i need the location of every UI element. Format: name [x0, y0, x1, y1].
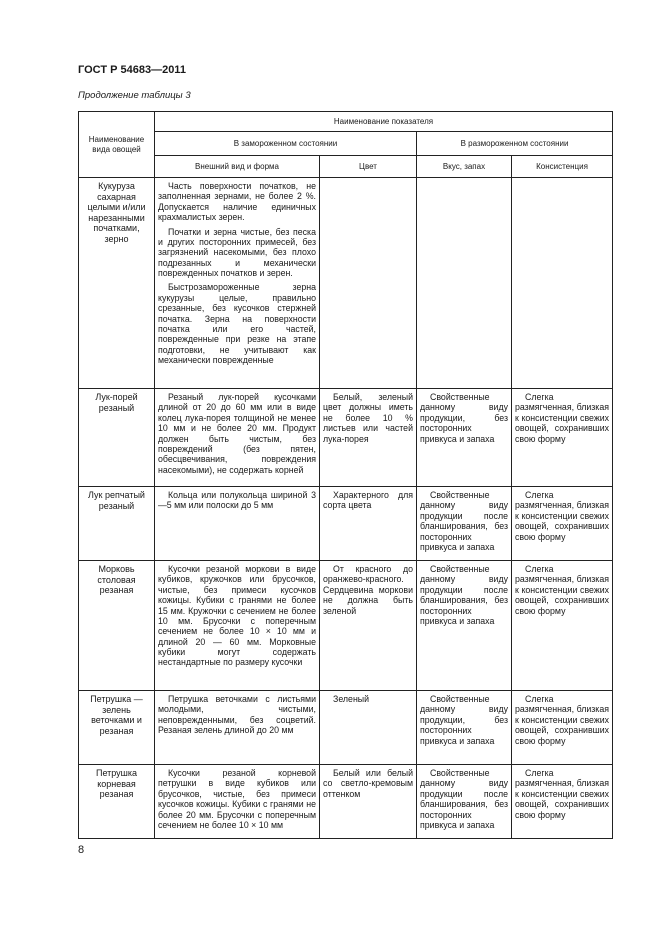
appearance-paragraph: Кусочки резаной корневой петрушки в виде кубиков или брусочков, чистые, без примеси кусочков кожицы. Кубики с гранями не более 20 мм. Брусочки с поперечным сечением не более 10 × 10 мм — [158, 768, 316, 830]
table-row — [79, 765, 613, 839]
row-taste-smell — [417, 178, 512, 389]
row-appearance — [155, 765, 320, 839]
row-taste-smell: Свойственные данному виду продукции после бланширования, без посторонних привкуса и запаха — [417, 765, 512, 839]
header-thawed-state: В размороженном состоянии — [417, 132, 613, 156]
row-consistency — [512, 178, 613, 389]
header-appearance: Внешний вид и форма — [155, 156, 320, 178]
header-indicator-name: Наименование показателя — [155, 112, 613, 132]
row-color: Зеленый — [320, 691, 417, 765]
row-taste-smell: Свойственные данному виду продукции, без посторонних привкуса и запаха — [417, 389, 512, 487]
row-vegetable-name: Лук-порей резаный — [79, 389, 155, 487]
appearance-paragraph: Початки и зерна чистые, без песка и других посторонних примесей, без загрязнений насекомыми, без плохо подрезанных и механически поврежденных початков и зерен. — [158, 226, 316, 278]
table-row — [79, 389, 613, 487]
row-appearance — [155, 487, 320, 561]
table-row — [79, 561, 613, 691]
row-taste-smell: Свойственные данному виду продукции после бланширования, без посторонних привкуса и запаха — [417, 561, 512, 691]
document-header: ГОСТ Р 54683—2011 — [78, 64, 186, 76]
header-taste-smell: Вкус, запах — [417, 156, 512, 178]
row-color: Характерного для сорта цвета — [320, 487, 417, 561]
row-consistency: Слегка размягченная, близкая к консистенции свежих овощей, сохранивших свою форму — [512, 487, 613, 561]
row-vegetable-name: Кукуруза сахарная целыми и/или нарезанными початками, зерно — [79, 178, 155, 389]
table-row — [79, 178, 613, 389]
row-color — [320, 178, 417, 389]
row-color: Белый или белый со светло-кремовым оттенком — [320, 765, 417, 839]
header-frozen-state: В замороженном состоянии — [155, 132, 417, 156]
header-color: Цвет — [320, 156, 417, 178]
appearance-paragraph: Резаный лук-порей кусочками длиной от 20 до 60 мм или в виде колец лука-порея толщиной не менее 10 мм и не более 20 мм. Продукт должен быть чистым, без повреждений (без пятен, обесцвечивания, повреждения насекомыми), не содержать корней — [158, 392, 316, 475]
page-number: 8 — [78, 844, 85, 856]
header-vegetable-name: Наименование вида овощей — [79, 112, 155, 178]
appearance-paragraph: Кусочки резаной моркови в виде кубиков, кружочков или брусочков, чистые, без примеси кусочков кожицы. Кубики с гранями не более 15 мм. Кружочки с сечением не более 10 мм. Брусочки с поперечным сечением не более 10 × 10 мм и длиной 20 — 60 мм. Морковные кубики могут содержать нестандартные по размеру кусочки — [158, 564, 316, 668]
table-continuation-caption: Продолжение таблицы 3 — [78, 90, 191, 101]
table-row — [79, 691, 613, 765]
header-consistency: Консистенция — [512, 156, 613, 178]
quality-indicators-table — [78, 111, 613, 839]
appearance-paragraph: Кольца или полукольца шириной 3—5 мм или полоски до 5 мм — [158, 490, 316, 511]
row-color: Белый, зеленый цвет должны иметь не более 10 % листьев или частей лука-порея — [320, 389, 417, 487]
row-taste-smell: Свойственные данному виду продукции, без посторонних привкуса и запаха — [417, 691, 512, 765]
row-appearance — [155, 691, 320, 765]
row-vegetable-name: Петрушка корневая резаная — [79, 765, 155, 839]
row-vegetable-name: Лук репчатый резаный — [79, 487, 155, 561]
row-vegetable-name: Петрушка — зелень веточками и резаная — [79, 691, 155, 765]
table-row — [79, 487, 613, 561]
appearance-paragraph: Петрушка веточками с листьями молодыми, чистыми, неповрежденными, без соцветий. Резаная зелень длиной до 20 мм — [158, 694, 316, 736]
row-taste-smell: Свойственные данному виду продукции после бланширования, без посторонних привкуса и запаха — [417, 487, 512, 561]
row-consistency: Слегка размягченная, близкая к консистенции свежих овощей, сохранивших свою форму — [512, 561, 613, 691]
row-appearance — [155, 178, 320, 389]
row-consistency: Слегка размягченная, близкая к консистенции свежих овощей, сохранивших свою форму — [512, 691, 613, 765]
row-vegetable-name: Морковь столовая резаная — [79, 561, 155, 691]
row-consistency: Слегка размягченная, близкая к консистенции свежих овощей, сохранивших свою форму — [512, 765, 613, 839]
row-appearance — [155, 561, 320, 691]
row-consistency: Слегка размягченная, близкая к консистенции свежих овощей, сохранивших свою форму — [512, 389, 613, 487]
row-color: От красного до оранжево-красного. Сердцевина моркови не должна быть зеленой — [320, 561, 417, 691]
appearance-paragraph: Быстрозамороженные зерна кукурузы целые, правильно срезанные, без кусочков стержней початка. Зерна на поверхности початка или его частей, поврежденные при резке на этапе подготовки, не учитывают как механически поврежденные — [158, 282, 316, 365]
appearance-paragraph: Часть поверхности початков, не заполненная зернами, не более 2 %. Допускается наличие единичных крахмалистых зерен. — [158, 181, 316, 223]
row-appearance — [155, 389, 320, 487]
